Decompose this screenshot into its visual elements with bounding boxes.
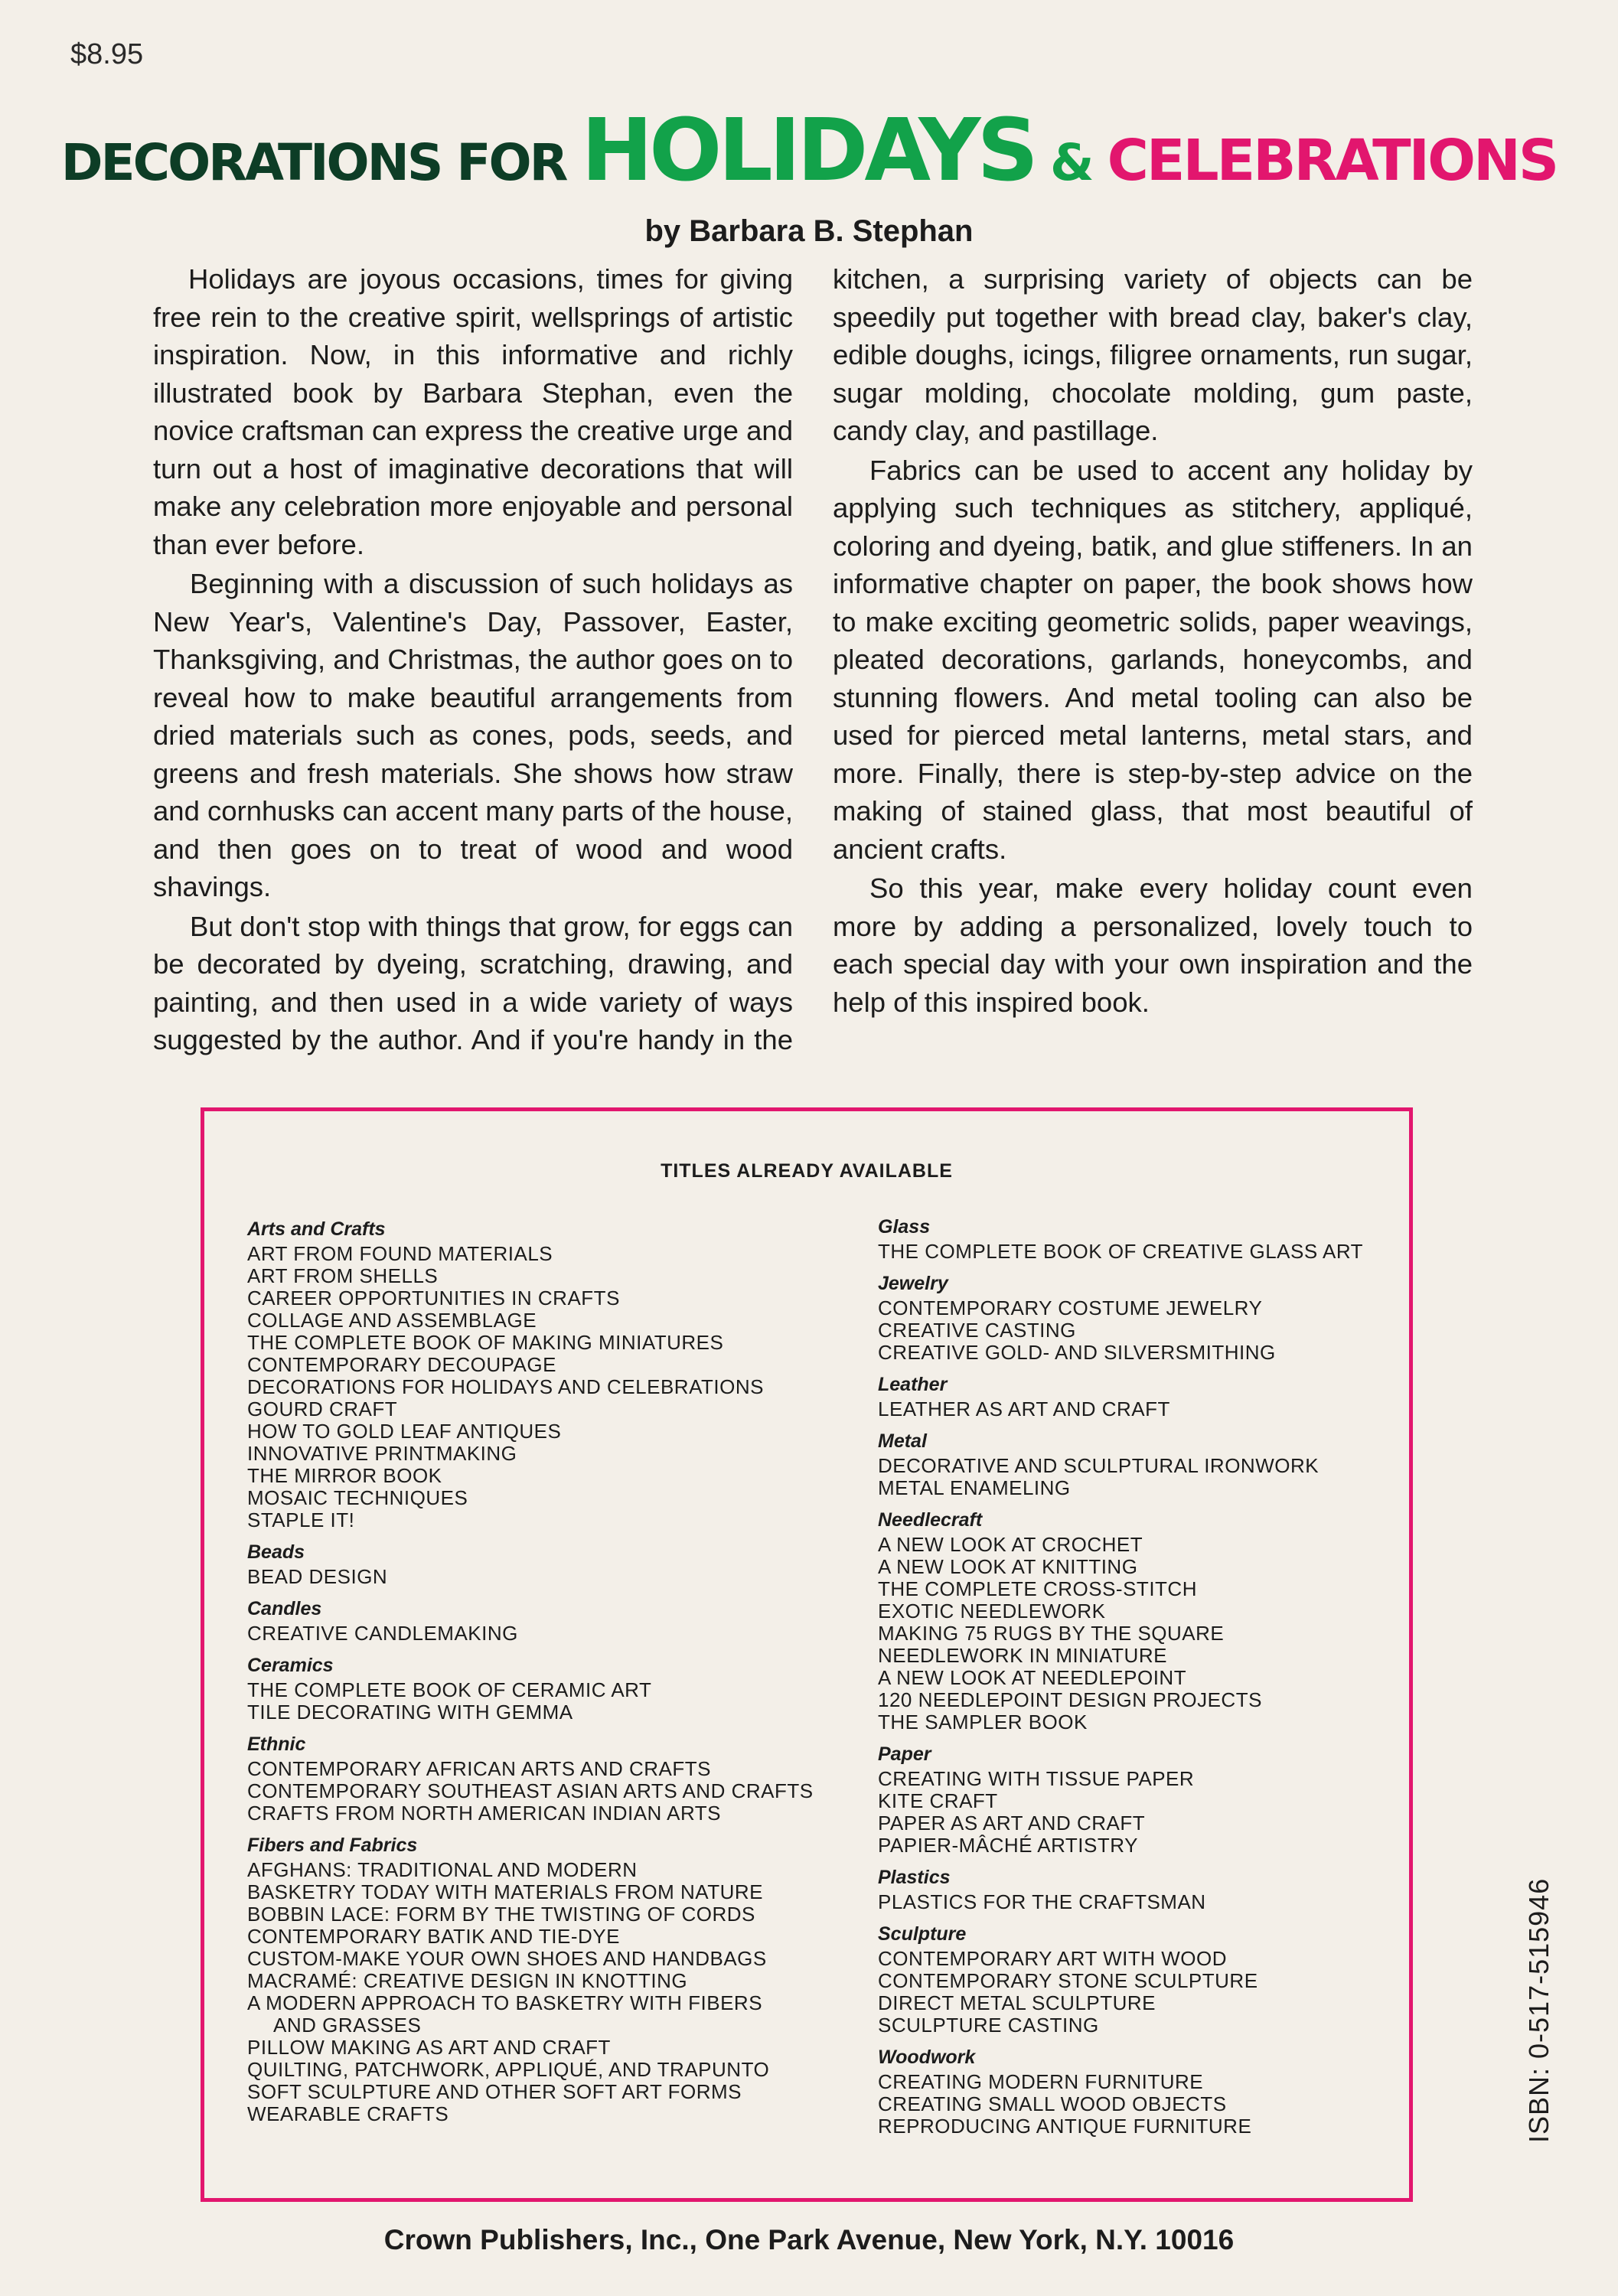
- book-title-item: KITE CRAFT: [878, 1789, 998, 1812]
- book-title-item: COLLAGE AND ASSEMBLAGE: [247, 1309, 537, 1332]
- book-title-item: TILE DECORATING WITH GEMMA: [247, 1701, 573, 1724]
- description-paragraph: Holidays are joyous occasions, times for giving free rein to the creative spirit, wellsprings of artistic inspiration. Now, in this informative and richly illustrated book by Barbara Stephan, even the novice craftsman can express the creative urge and turn out a host of imaginative decorations that will make any celebration more enjoyable and personal than ever before.: [153, 263, 793, 560]
- book-title: [0, 101, 1618, 201]
- category-heading: Candles: [247, 1598, 322, 1619]
- book-title-item: A NEW LOOK AT KNITTING: [878, 1555, 1138, 1578]
- book-title-item: A NEW LOOK AT NEEDLEPOINT: [878, 1666, 1187, 1689]
- category-heading: Glass: [878, 1216, 931, 1238]
- book-title-item: CRAFTS FROM NORTH AMERICAN INDIAN ARTS: [247, 1802, 721, 1825]
- book-title-item: A NEW LOOK AT CROCHET: [878, 1533, 1143, 1556]
- book-title-item: CREATING SMALL WOOD OBJECTS: [878, 2092, 1227, 2115]
- book-title-item: CREATIVE CASTING: [878, 1319, 1076, 1342]
- category-heading: Woodwork: [878, 2047, 976, 2068]
- category-heading: Metal: [878, 1430, 927, 1452]
- price-label: $8.95: [70, 38, 144, 70]
- book-title-item: CREATIVE CANDLEMAKING: [247, 1622, 518, 1645]
- book-title-item: GOURD CRAFT: [247, 1397, 398, 1420]
- titles-left-column: [247, 1218, 860, 2125]
- book-title-item: THE COMPLETE CROSS-STITCH: [878, 1577, 1197, 1600]
- description-paragraph: Fabrics can be used to accent any holiday by applying such techniques as stitchery, appliqué, coloring and dyeing, batik, and glue stiffeners. In an informative chapter on paper, the book shows how to make exciting geometric solids, paper weavings, pleated decorations, garlands, honeycombs, and stunning flowers. And metal tooling can also be used for pierced metal lanterns, metal stars, and more. Finally, there is step-by-step advice on the making of stained glass, that most beautiful of ancient crafts.: [833, 454, 1473, 865]
- description-paragraph: But don't stop with things that grow, for eggs can be decorated by dyeing, scratching, drawing, and painting, and then used in a wide variety of ways suggested by the author. And if you're handy in the kitchen, a surprising variety of objects can be speedily put together with bread clay, baker's clay, edible doughs, icings, filigree ornaments, run sugar, sugar molding, chocolate molding, gum paste, candy clay, and pastillage.: [153, 263, 1473, 1055]
- book-title-item: THE COMPLETE BOOK OF CREATIVE GLASS ART: [878, 1240, 1364, 1263]
- book-title-item: DECORATIONS FOR HOLIDAYS AND CELEBRATIONS: [247, 1375, 764, 1398]
- book-title-item: THE COMPLETE BOOK OF CERAMIC ART: [247, 1678, 652, 1701]
- category-heading: Jewelry: [878, 1273, 948, 1294]
- book-title-item: INNOVATIVE PRINTMAKING: [247, 1442, 517, 1465]
- publisher-line: Crown Publishers, Inc., One Park Avenue, New York, N.Y. 10016: [383, 2224, 1235, 2255]
- book-title-item: CONTEMPORARY ART WITH WOOD: [878, 1947, 1228, 1970]
- book-title-item: BOBBIN LACE: FORM BY THE TWISTING OF CORDS: [247, 1903, 755, 1926]
- book-title-item: QUILTING, PATCHWORK, APPLIQUÉ, AND TRAPUNTO: [247, 2058, 770, 2081]
- book-title-item: CUSTOM-MAKE YOUR OWN SHOES AND HANDBAGS: [247, 1947, 767, 1970]
- book-title-item: PILLOW MAKING AS ART AND CRAFT: [247, 2036, 611, 2059]
- description-paragraph: Beginning with a discussion of such holidays as New Year's, Valentine's Day, Passover, Easter, Thanksgiving, and Christmas, the author goes on to reveal how to make beautiful arrangements from dried materials such as cones, pods, seeds, and greens and fresh materials. She shows how straw and cornhusks can accent many parts of the house, and then goes on to treat of wood and wood shavings.: [153, 568, 793, 902]
- book-title-item: CONTEMPORARY DECOUPAGE: [247, 1353, 556, 1376]
- book-title-item: CREATING WITH TISSUE PAPER: [878, 1767, 1195, 1790]
- category-heading: Beads: [247, 1541, 305, 1563]
- category-heading: Plastics: [878, 1867, 951, 1888]
- book-title-item: SCULPTURE CASTING: [878, 2014, 1099, 2037]
- book-title-item: NEEDLEWORK IN MINIATURE: [878, 1644, 1167, 1667]
- book-title-item: HOW TO GOLD LEAF ANTIQUES: [247, 1420, 562, 1443]
- book-title-item: CAREER OPPORTUNITIES IN CRAFTS: [247, 1287, 620, 1309]
- category-heading: Ceramics: [247, 1655, 334, 1676]
- book-title-item: METAL ENAMELING: [878, 1476, 1071, 1499]
- book-title-item: PAPER AS ART AND CRAFT: [878, 1812, 1146, 1835]
- book-title-item: PAPIER-MÂCHÉ ARTISTRY: [878, 1834, 1138, 1857]
- book-title-item: THE SAMPLER BOOK: [878, 1711, 1088, 1733]
- book-title-item: AND GRASSES: [273, 2014, 422, 2037]
- book-title-item: EXOTIC NEEDLEWORK: [878, 1600, 1106, 1623]
- book-title-item: MOSAIC TECHNIQUES: [247, 1486, 468, 1509]
- book-title-item: STAPLE IT!: [247, 1508, 355, 1531]
- category-heading: Arts and Crafts: [247, 1218, 386, 1240]
- book-title-item: ART FROM FOUND MATERIALS: [247, 1242, 553, 1265]
- book-title-item: MAKING 75 RUGS BY THE SQUARE: [878, 1622, 1225, 1645]
- book-title-item: THE MIRROR BOOK: [247, 1464, 442, 1487]
- book-title-item: DIRECT METAL SCULPTURE: [878, 1991, 1156, 2014]
- book-title-item: REPRODUCING ANTIQUE FURNITURE: [878, 2115, 1252, 2138]
- description-paragraph: So this year, make every holiday count even more by adding a personalized, lovely touch to each special day with your own inspiration and the help of this inspired book.: [833, 872, 1473, 1018]
- book-title-item: CONTEMPORARY SOUTHEAST ASIAN ARTS AND CRAFTS: [247, 1779, 814, 1802]
- book-title-item: CONTEMPORARY STONE SCULPTURE: [878, 1969, 1258, 1992]
- book-title-item: CREATIVE GOLD- AND SILVERSMITHING: [878, 1341, 1276, 1364]
- book-title-item: WEARABLE CRAFTS: [247, 2102, 449, 2125]
- title-ampersand: &: [1035, 133, 1107, 192]
- author-line: by Barbara B. Stephan: [644, 214, 974, 248]
- book-title-item: DECORATIVE AND SCULPTURAL IRONWORK: [878, 1454, 1320, 1477]
- title-decorations-for: DECORATIONS FOR: [60, 133, 582, 192]
- titles-box-heading: TITLES ALREADY AVAILABLE: [661, 1160, 953, 1182]
- book-title-item: MACRAMÉ: CREATIVE DESIGN IN KNOTTING: [247, 1969, 688, 1992]
- book-title-item: SOFT SCULPTURE AND OTHER SOFT ART FORMS: [247, 2080, 742, 2103]
- book-title-item: 120 NEEDLEPOINT DESIGN PROJECTS: [878, 1688, 1262, 1711]
- category-heading: Ethnic: [247, 1733, 306, 1755]
- book-title-item: BEAD DESIGN: [247, 1565, 388, 1588]
- book-title-item: BASKETRY TODAY WITH MATERIALS FROM NATURE: [247, 1880, 763, 1903]
- book-title-item: THE COMPLETE BOOK OF MAKING MINIATURES: [247, 1331, 724, 1354]
- book-title-item: AFGHANS: TRADITIONAL AND MODERN: [247, 1858, 638, 1881]
- title-holidays: HOLIDAYS: [581, 101, 1036, 201]
- book-title-item: CONTEMPORARY COSTUME JEWELRY: [878, 1296, 1263, 1319]
- category-heading: Needlecraft: [878, 1509, 983, 1531]
- title-celebrations: CELEBRATIONS: [1107, 128, 1558, 194]
- category-heading: Sculpture: [878, 1923, 967, 1945]
- category-heading: Fibers and Fabrics: [247, 1835, 418, 1856]
- category-heading: Leather: [878, 1374, 948, 1395]
- titles-box: [201, 1107, 1413, 2202]
- titles-right-column: [878, 1216, 1398, 2138]
- book-title-item: ART FROM SHELLS: [247, 1264, 439, 1287]
- book-title-item: PLASTICS FOR THE CRAFTSMAN: [878, 1890, 1206, 1913]
- book-title-item: CONTEMPORARY AFRICAN ARTS AND CRAFTS: [247, 1757, 711, 1780]
- book-title-item: LEATHER AS ART AND CRAFT: [878, 1397, 1170, 1420]
- description-text: [153, 260, 1473, 1059]
- category-heading: Paper: [878, 1743, 931, 1765]
- book-title-item: A MODERN APPROACH TO BASKETRY WITH FIBERS: [247, 1991, 763, 2014]
- book-title-item: CREATING MODERN FURNITURE: [878, 2070, 1204, 2093]
- isbn-label: ISBN: 0-517-515946: [1523, 1877, 1554, 2143]
- book-title-item: CONTEMPORARY BATIK AND TIE-DYE: [247, 1925, 620, 1948]
